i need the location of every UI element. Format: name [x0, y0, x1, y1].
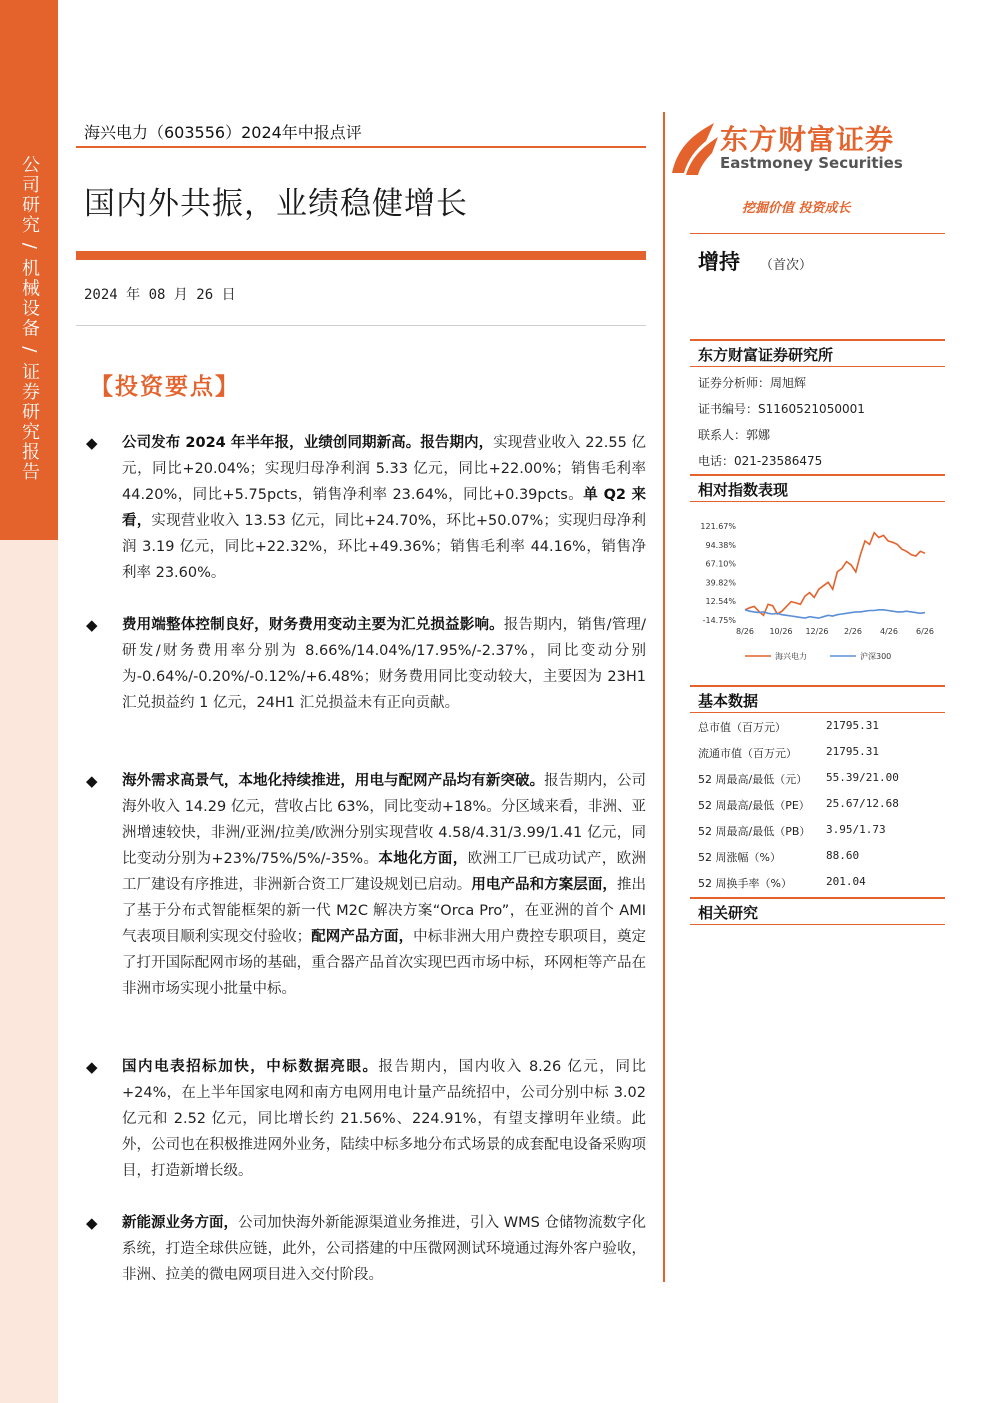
point-text: 实现营业收入 13.53 亿元，同比+24.70%，环比+50.07%；实现归母净利润 3.19 亿元，同比+22.32%，环比+49.36%；销售毛利率 44.16%，销售净利率 23.60%。	[122, 513, 647, 581]
diamond-bullet-icon: ◆	[86, 1214, 98, 1232]
point-text: 欧洲工厂已成功试产，欧洲工厂建设有序推进，非洲新合资工厂建设规划已启动。	[122, 851, 646, 893]
page-title: 国内外共振，业绩稳健增长	[84, 186, 468, 222]
relative-rule	[690, 501, 945, 502]
sidebar-category-label: 公司研究 / 机械设备 / 证券研究报告	[19, 155, 40, 483]
y-tick-label: 94.38%	[705, 540, 736, 550]
analyst-name: 证券分析师：周旭辉	[698, 376, 807, 390]
point-bold: 用电产品和方案层面，	[471, 877, 617, 893]
point-text: 中标非洲大用户费控专职项目，奠定了打开国际配网市场的基础，重合器产品首次实现巴西市场中标，环网柜等产品在非洲市场实现小批量中标。	[122, 929, 647, 997]
point-text: 推出了基于分布式智能框架的新一代 M2C 解决方案“Orca Pro”，在亚洲的首个 AMI 气表项目顺利实现交付验收；	[122, 877, 647, 945]
point-bold: 本地化方面，	[378, 851, 468, 867]
institute-title: 东方财富证券研究所	[698, 346, 834, 364]
legend-label: 沪深300	[860, 652, 892, 661]
basic-label: 52 周最高/最低（PE）	[698, 799, 810, 812]
title-rule	[76, 251, 646, 260]
report-date: 2024 年 08 月 26 日	[84, 287, 236, 303]
brand-name-cn: 东方财富证券	[720, 123, 895, 156]
rating-label: 增持	[698, 250, 740, 274]
relative-index-chart	[690, 512, 945, 677]
legend-label: 海兴电力	[775, 652, 807, 661]
related-top-rule	[690, 897, 945, 899]
x-tick-label: 2/26	[844, 627, 862, 636]
section-key-points: 【投资要点】	[90, 374, 240, 400]
basic-value: 201.04	[826, 875, 866, 888]
point-5	[86, 1210, 646, 1288]
related-rule	[690, 924, 945, 925]
basic-data-title: 基本数据	[698, 692, 759, 710]
institute-top-rule	[690, 339, 945, 341]
point-bold: 公司发布 2024 年半年报，业绩创同期新高。报告期内，	[122, 435, 494, 451]
y-tick-label: 121.67%	[700, 522, 736, 531]
basic-value: 55.39/21.00	[826, 771, 899, 784]
brand-name-en: Eastmoney Securities	[720, 154, 903, 172]
x-tick-label: 10/26	[769, 627, 793, 636]
x-tick-label: 4/26	[880, 627, 898, 636]
point-2	[86, 612, 646, 716]
basic-value: 21795.31	[826, 745, 879, 758]
related-research-title: 相关研究	[698, 904, 759, 922]
x-tick-label: 6/26	[916, 627, 934, 636]
point-bold: 费用端整体控制良好，财务费用变动主要为汇兑损益影响。	[122, 617, 504, 633]
basic-value: 21795.31	[826, 719, 879, 732]
diamond-bullet-icon: ◆	[86, 772, 98, 790]
basic-value: 88.60	[826, 849, 860, 862]
y-tick-label: 12.54%	[705, 597, 736, 607]
institute-rule	[690, 366, 945, 367]
point-text: 实现营业收入 22.55 亿元，同比+20.04%；实现归母净利润 5.33 亿元，同比+22.00%；销售毛利率 44.20%，同比+5.75pcts，销售净利率 23.64%，同比+0.39pcts。	[122, 435, 646, 503]
point-text: 公司加快海外新能源渠道业务推进，引入 WMS 仓储物流数字化系统，打造全球供应链，此外，公司搭建的中压微网测试环境通过海外客户验收，非洲、拉美的微电网项目进入交付阶段。	[122, 1215, 646, 1283]
basic-top-rule	[690, 685, 945, 687]
diamond-bullet-icon: ◆	[86, 434, 98, 452]
y-tick-label: 39.82%	[705, 578, 736, 588]
basic-label: 52 周涨幅（%）	[698, 851, 781, 864]
series-line-1	[745, 610, 925, 618]
point-text: 报告期内，国内收入 8.26 亿元，同比+24%，在上半年国家电网和南方电网用电计量产品统招中，公司分别中标 3.02 亿元和 2.52 亿元，同比增长约 21.56%、224.91%，有望支撑明年业绩。此外，公司也在积极推进网外业务，陆续中标多地分布式场景的成套配电设备采购项目，打造新增长级。	[122, 1059, 646, 1179]
date-divider	[76, 325, 646, 326]
point-bold: 新能源业务方面，	[122, 1215, 239, 1231]
report-line: 海兴电力（603556）2024年中报点评	[84, 123, 362, 142]
column-divider	[663, 112, 665, 1282]
x-tick-label: 12/26	[805, 627, 829, 636]
rating-note: （首次）	[760, 258, 813, 273]
point-bold: 国内电表招标加快，中标数据亮眼。	[122, 1059, 379, 1075]
point-4	[86, 1054, 646, 1184]
relative-index-title: 相对指数表现	[698, 481, 789, 499]
point-text: 报告期内，公司海外收入 14.29 亿元，营收占比 63%，同比变动+18%。分区域来看，非洲、亚洲增速较快，非洲/亚洲/拉美/欧洲分别实现营收 4.58/4.31/3.99/1.41 亿元，同比变动分别为+23%/75%/5%/-35%。	[122, 773, 646, 867]
brand-slogan: 挖掘价值 投资成长	[742, 201, 851, 216]
basic-value: 25.67/12.68	[826, 797, 899, 810]
contact-name: 联系人：郭娜	[698, 428, 771, 442]
point-text: 报告期内，销售/管理/研发/财务费用率分别为 8.66%/14.04%/17.95%/-2.37%，同比变动分别为-0.64%/-0.20%/-0.12%/+6.48%；财务费用同比变动较大，主要因为 23H1 汇兑损益约 1 亿元，24H1 汇兑损益未有正向贡献。	[122, 617, 646, 711]
y-tick-label: 67.10%	[705, 559, 736, 569]
diamond-bullet-icon: ◆	[86, 616, 98, 634]
point-bold: 单 Q2 来看，	[122, 487, 646, 529]
basic-rule	[690, 712, 945, 713]
relative-top-rule	[690, 474, 945, 476]
x-tick-label: 8/26	[736, 627, 754, 636]
basic-label: 52 周换手率（%）	[698, 877, 792, 890]
basic-label: 52 周最高/最低（PB）	[698, 825, 811, 838]
contact-phone: 电话：021-23586475	[698, 454, 823, 468]
header-rule	[76, 146, 646, 148]
basic-label: 流通市值（百万元）	[698, 747, 797, 760]
point-bold: 海外需求高景气，本地化持续推进，用电与配网产品均有新突破。	[122, 773, 545, 789]
brand-mark-icon	[672, 123, 718, 175]
basic-label: 52 周最高/最低（元）	[698, 773, 808, 786]
analyst-cert: 证书编号：S1160521050001	[698, 402, 865, 416]
basic-label: 总市值（百万元）	[698, 721, 786, 734]
point-bold: 配网产品方面，	[311, 929, 414, 945]
y-tick-label: -14.75%	[702, 616, 736, 625]
basic-value: 3.95/1.73	[826, 823, 886, 836]
point-3	[86, 768, 646, 1002]
point-1	[86, 430, 646, 586]
rating-top-rule	[690, 233, 945, 234]
diamond-bullet-icon: ◆	[86, 1058, 98, 1076]
series-line-0	[745, 533, 925, 616]
